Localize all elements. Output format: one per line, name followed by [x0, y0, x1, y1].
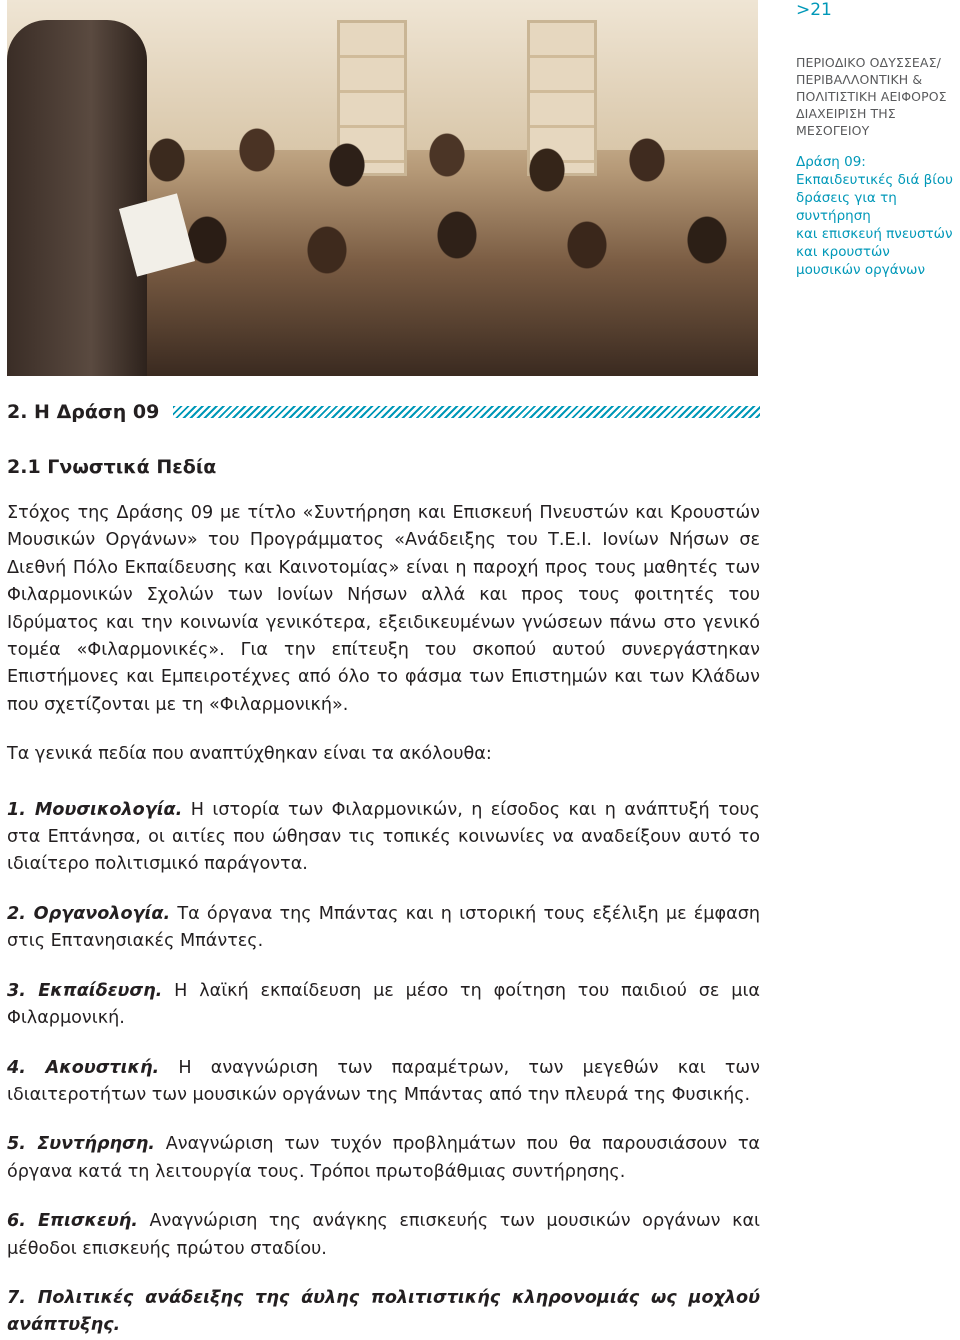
field-item: [7, 901, 760, 956]
field-text: Αναγνώριση της ανάγκης επισκευής των μουσικών οργάνων και μέθοδοι επισκευής πρώτου σταδίου.: [7, 1211, 760, 1259]
field-item: [7, 1285, 760, 1340]
field-text: Αναγνώριση των τυχόν προβλημάτων που θα παρουσιάσουν τα όργανα κατά τη λειτουργία τους. Τρόποι πρωτοβάθμιας συντήρησης.: [7, 1134, 761, 1182]
intro-paragraph: Στόχος της Δράσης 09 με τίτλο «Συντήρηση και Επισκευή Πνευστών και Κρουστών Μουσικών Οργάνων» του Προγράμματος «Ανάδειξης του Τ.Ε.Ι. Ιονίων Νήσων σε Διεθνή Πόλο Εκπαίδευσης και Καινοτομίας» είναι η παροχή προς τους μαθητές των Φιλαρμονικών Σχολών των Ιονίων Νήσων αλλά και προς τους φοιτητές του Ιδρύματος και την κοινωνία γενικότερα, εξειδικευμένων γνώσεων πάνω στο γενικό τομέα «Φιλαρμονικές». Για την επίτευξη του σκοπού αυτού συνεργάστηκαν Επιστήμονες και Εμπειροτέχνες από όλο το φάσμα των Επιστημών και των Κλάδων που σχετίζονται με τη «Φιλαρμονική».: [7, 503, 760, 715]
action-line: δράσεις για τη συντήρηση: [796, 190, 897, 224]
field-text: Η λαϊκή εκπαίδευση με μέσο τη φοίτηση του παιδιού σε μια Φιλαρμονική.: [7, 980, 760, 1029]
field-text: Η ιστορία των Φιλαρμονικών, η είσοδος και η ανάπτυξή τους στα Επτάνησα, οι αιτίες που ώθησαν τις τοπικές κοινωνίες να αναδείξουν αυτό το ιδιαίτερο πολιτισμικό παράγοντα.: [7, 799, 760, 875]
field-item: [7, 1055, 760, 1110]
page-number: >21: [796, 0, 832, 20]
field-text: Η αναγνώριση των παραμέτρων, των μεγεθών και των ιδιαιτεροτήτων των μουσικών οργάνων της Μπάντας από την πλευρά της Φυσικής.: [7, 1057, 760, 1105]
sidebar: [796, 0, 960, 279]
field-item: [7, 1131, 760, 1186]
action-line: Δράση 09:: [796, 154, 866, 170]
photo-speaker: [7, 20, 147, 376]
section-heading: 2. Η Δράση 09: [7, 401, 160, 423]
field-label: 7. Πολιτικές ανάδειξης της άυλης πολιτιστικής κληρονομιάς ως μοχλού ανάπτυξης.: [7, 1287, 760, 1336]
heading-hatch-rule: [173, 406, 760, 418]
journal-line: ΠΕΡΙΒΑΛΛΟΝΤΙΚΗ &: [796, 72, 923, 87]
field-label: 5. Συντήρηση.: [7, 1134, 155, 1155]
field-item: [7, 978, 760, 1033]
field-label: 4. Ακουστική.: [7, 1057, 160, 1078]
journal-title: [796, 54, 960, 139]
field-label: 6. Επισκευή.: [7, 1211, 138, 1232]
section-heading-row: [7, 398, 760, 426]
field-item: [7, 797, 760, 879]
field-item: [7, 1208, 760, 1263]
journal-line: ΔΙΑΧΕΙΡΙΣΗ ΤΗΣ ΜΕΣΟΓΕΙΟΥ: [796, 106, 896, 138]
field-label: 3. Εκπαίδευση.: [7, 980, 163, 1001]
field-label: 2. Οργανολογία.: [7, 903, 171, 924]
action-line: μουσικών οργάνων: [796, 262, 925, 278]
journal-line: ΠΟΛΙΤΙΣΤΙΚΗ ΑΕΙΦΟΡΟΣ: [796, 89, 947, 104]
subsection-heading: 2.1 Γνωστικά Πεδία: [7, 456, 217, 478]
main-content: [7, 398, 760, 1340]
fields-intro: Τα γενικά πεδία που αναπτύχθηκαν είναι τα ακόλουθα:: [7, 744, 492, 765]
action-title: [796, 153, 960, 279]
photo-audience: [127, 120, 758, 376]
action-line: Εκπαιδευτικές διά βίου: [796, 172, 953, 188]
action-line: και επισκευή πνευστών: [796, 226, 953, 242]
field-text: Τα όργανα της Μπάντας και η ιστορική τους εξέλιξη με έμφαση στις Επτανησιακές Μπάντες.: [7, 903, 760, 952]
journal-line: ΠΕΡΙΟΔΙΚΟ ΟΔΥΣΣΕΑΣ/: [796, 55, 941, 70]
field-label: 1. Μουσικολογία.: [7, 799, 183, 820]
action-line: και κρουστών: [796, 244, 890, 260]
classroom-photo: [7, 0, 758, 376]
